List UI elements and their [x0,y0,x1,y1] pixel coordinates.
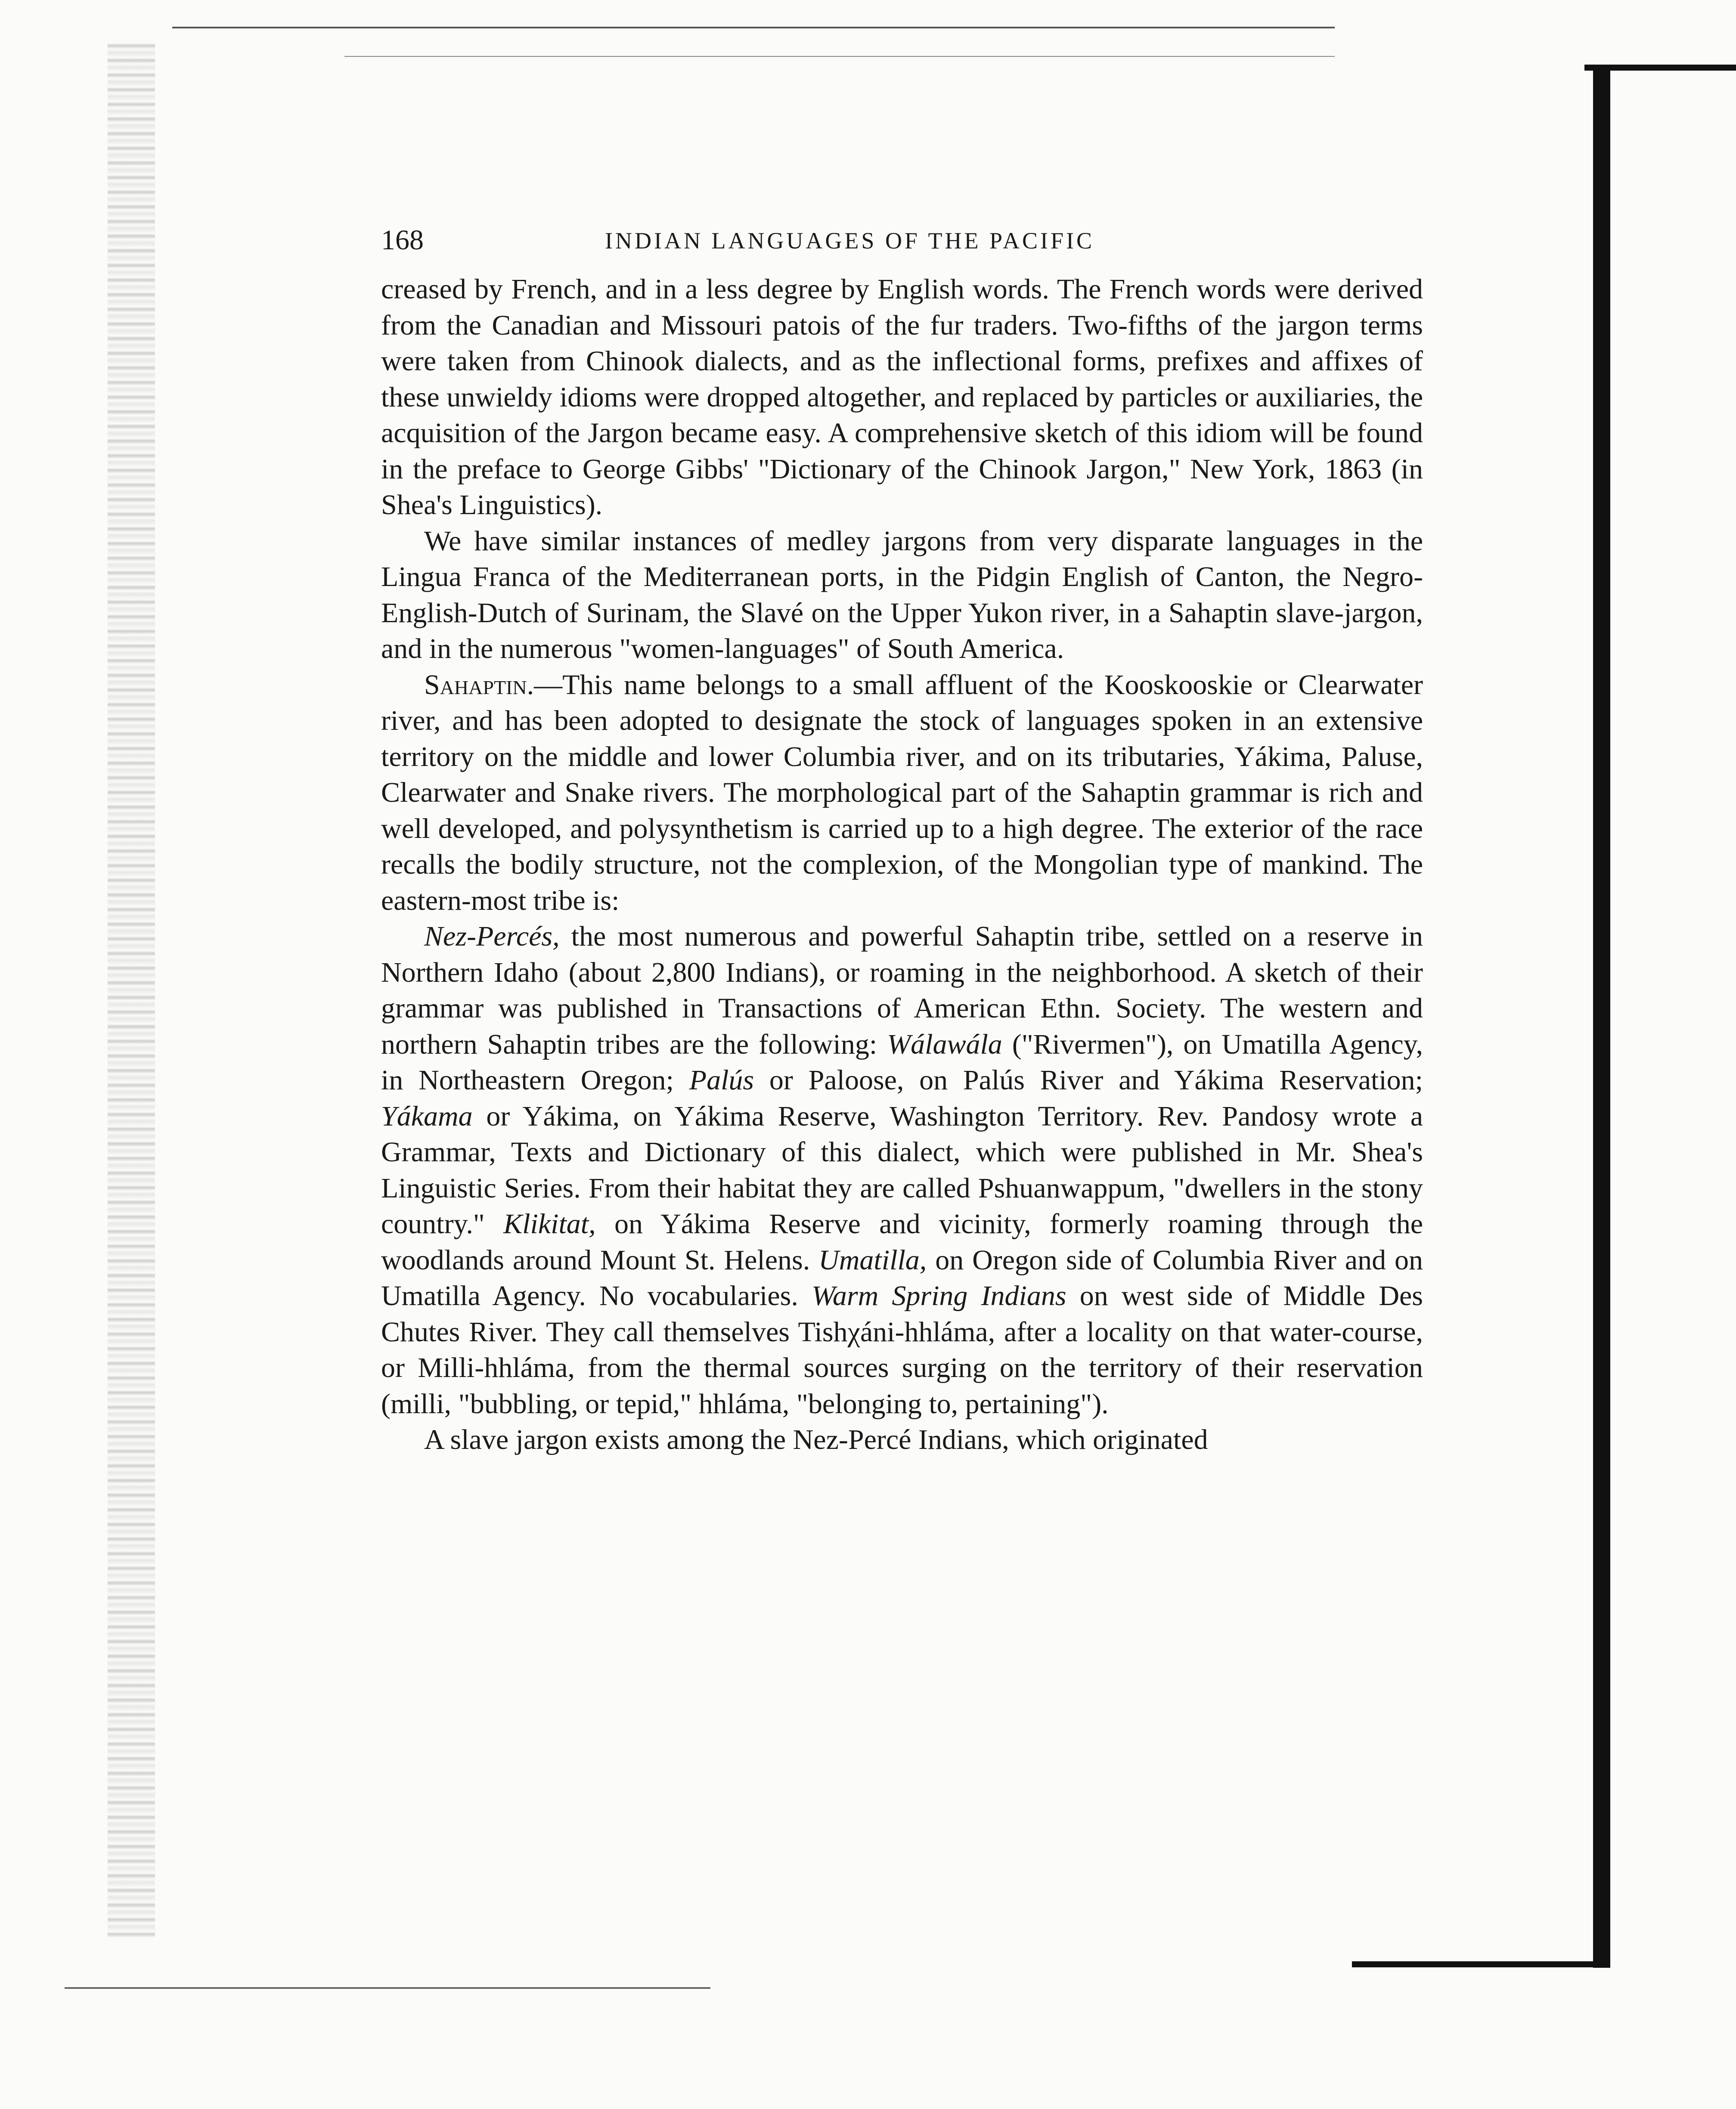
paragraph-sahaptin-text: —This name belongs to a small affluent of the Kooskooskie or Clearwater river, and has been adopted to designate the stock of languages spoken in an extensive territory on the middle and lower Columbia river, and on its tributaries, Yákima, Paluse, Clearwater and Snake rivers. The morphological part of the Sahaptin grammar is rich and well developed, and polysynthetism is carried up to a high degree. The exterior of the race recalls the bodily structure, not the complexion, of the Mongolian type of mankind. The eastern-most tribe is: [381,669,1423,916]
section-head-sahaptin: Sahaptin. [424,669,534,701]
running-head [381,224,1423,258]
tribe-name: Klikitat, [503,1208,596,1240]
text-run: on Oregon side of Columbia River and on Umatilla Agency. No vocabularies. [381,1244,1423,1312]
paragraph-last: A slave jargon exists among the Nez-Percé Indians, which originated [424,1424,1208,1455]
scan-edge-top [172,27,1335,28]
tribe-name: Warm Spring Indians [812,1280,1066,1312]
tribe-name: Palús [689,1064,754,1096]
tribe-name: Umatilla, [818,1244,927,1276]
text-run: the most numerous and powerful Sahaptin tribe, settled on a reserve in Northern Idaho (about 2,800 Indians), or roaming in the neighborhood. A sketch of their grammar was published in Transactions of American Ethn. Society. The western and northern Sahaptin tribes are the following: [381,921,1423,1060]
scan-edge-bottom [65,1987,710,1989]
text-run: or Paloose, on Palús River and Yákima Reservation; [754,1064,1423,1096]
text-run: or Yákima, on Yákima Reserve, Washington Territory. Rev. Pandosy wrote a Grammar, Texts and Dictionary of this dialect, which were published in Mr. Shea's Linguistic Series. From their habitat they are called Pshuanwappum, "dwellers in the stony country." [381,1100,1423,1240]
text-run: ("Rivermen"), on Umatilla Agency, in Northeastern Oregon; [381,1028,1423,1096]
frame-bar-bottom [1352,1961,1610,1967]
tribe-name: Yákama [381,1100,473,1132]
page-number: 168 [381,224,424,256]
paragraph-2: We have similar instances of medley jargons from very disparate languages in the Lingua Franca of the Mediterranean ports, in the Pidgin English of Canton, the Negro-English-Dutch of Surinam, the Slavé on the Upper Yukon river, in a Sahaptin slave-jargon, and in the numerous "women-languages" of South America. [381,525,1423,664]
running-title: INDIAN LANGUAGES OF THE PACIFIC [605,228,1095,254]
tribe-name: Wálawála [887,1028,1002,1060]
binding-shadow [108,43,155,1938]
tribe-name: Nez-Percés, [424,921,560,952]
body-text [381,271,1423,1458]
paragraph-1: creased by French, and in a less degree by English words. The French words were derived from the Canadian and Missouri patois of the fur traders. Two-fifths of the jargon terms were taken from Chinook dialects, and as the inflectional forms, prefixes and affixes of these unwieldy idioms were dropped altogether, and replaced by particles or auxiliaries, the acquisition of the Jargon became easy. A comprehensive sketch of this idiom will be found in the preface to George Gibbs' "Dictionary of the Chinook Jargon," New York, 1863 (in Shea's Linguistics). [381,273,1423,521]
paragraph-sahaptin [381,667,1423,919]
text-run: on Yákima Reserve and vicinity, formerly roaming through the woodlands around Mount St. Helens. [381,1208,1423,1276]
scan-edge-top-inner [344,56,1335,57]
paragraph-tribes [381,918,1423,1422]
text-run: on west side of Middle Des Chutes River. They call themselves Tishχáni-hhláma, after a locality on that water-course, or Milli-hhláma, from the thermal sources surging on the territory of their reservation (milli, "bubbling, or tepid," hhláma, "belonging to, pertaining"). [381,1280,1423,1420]
book-page [381,224,1423,1458]
frame-bar-right [1593,65,1610,1968]
